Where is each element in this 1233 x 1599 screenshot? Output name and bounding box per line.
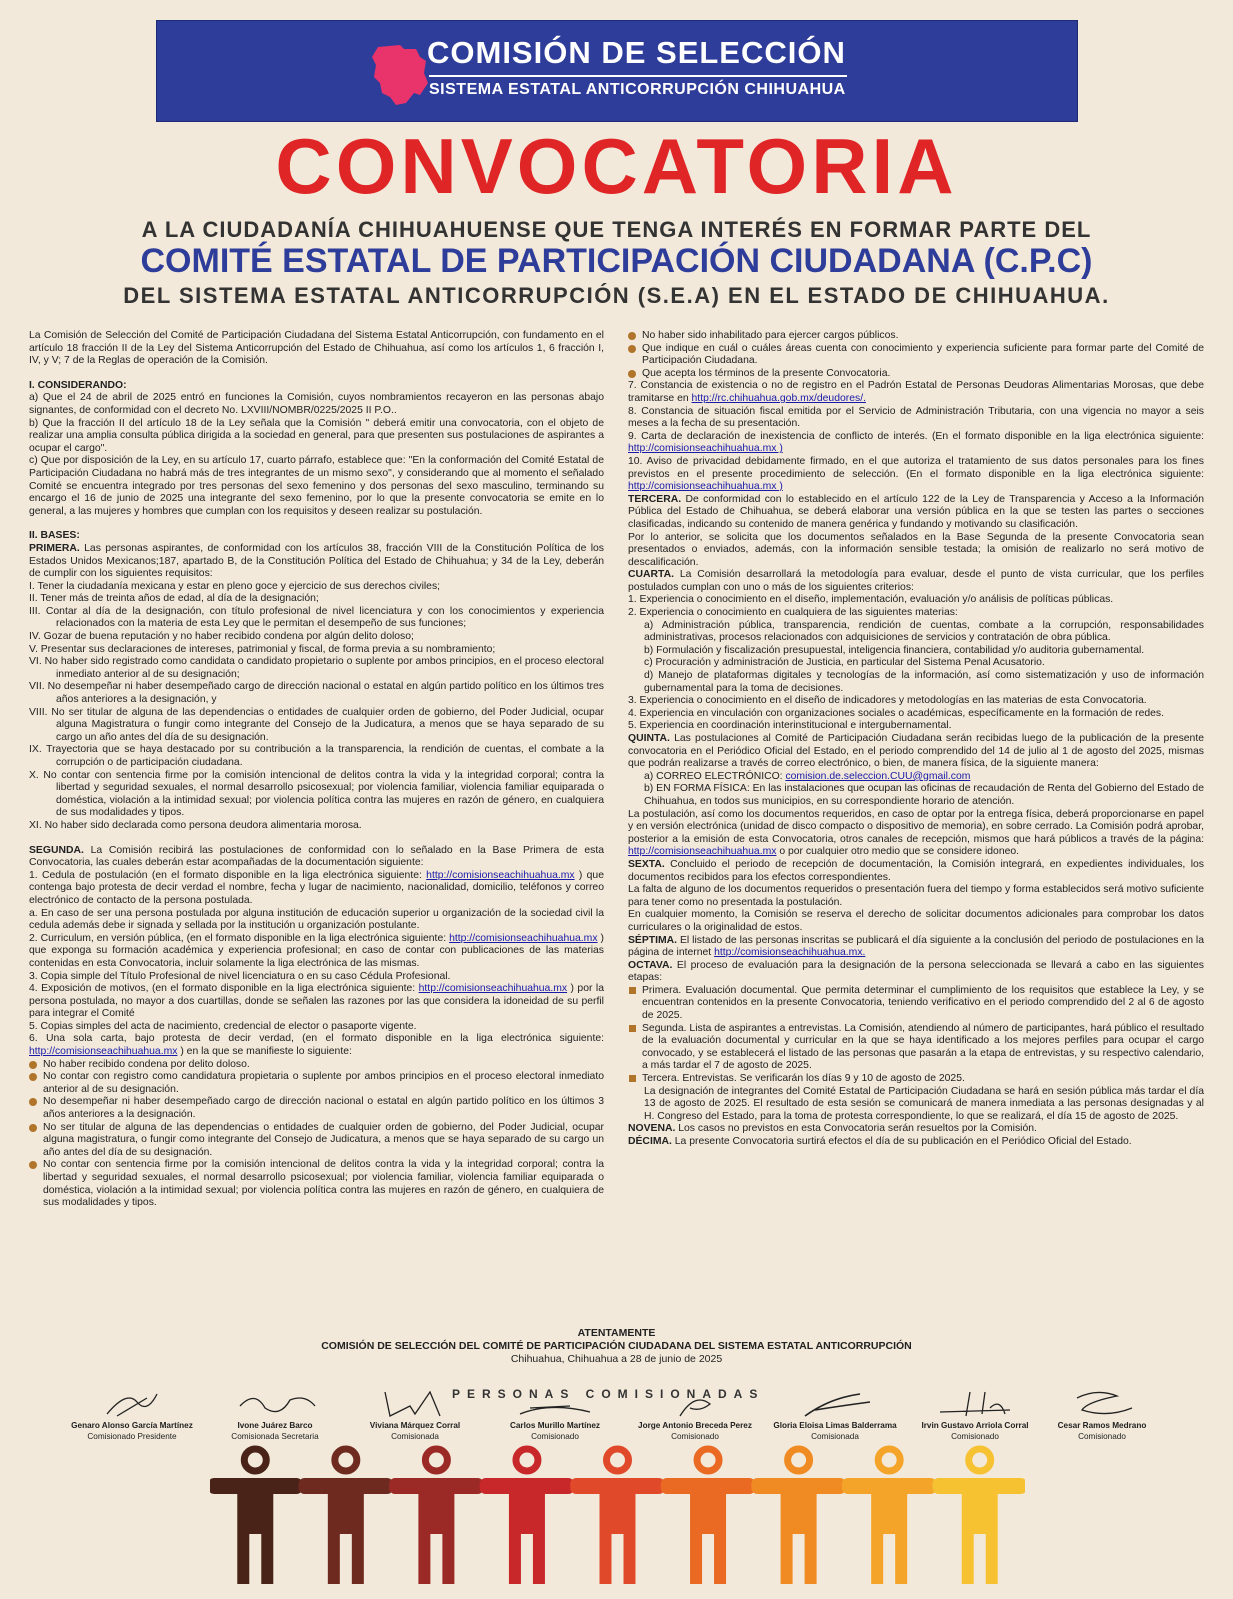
left-column [29,330,604,1210]
person-figure-icon [842,1449,937,1584]
doc-8: 8. Constancia de situación fiscal emitida por el Servicio de Administración Tributaria, con una vigencia no mayor a seis meses a la fecha de su presentación. [628,405,1204,430]
signer-role: Comisionado [951,1432,999,1441]
doc-10-link[interactable]: http://comisionseachihuahua.mx ) [628,481,783,493]
signer-name: Gloria Eloisa Limas Balderrama [773,1421,897,1430]
criterion-2c: c) Procuración y administración de Justicia, en particular del Sistema Penal Acusatorio. [644,657,1045,669]
person-figure-icon [299,1449,394,1584]
signature-icon [930,1388,1020,1420]
atentamente: ATENTAMENTE [577,1327,656,1339]
considerando-heading: I. CONSIDERANDO: [29,379,127,391]
email-link[interactable]: comision.de.seleccion.CUU@gmail.com [785,770,971,782]
requirement: VIII. No ser titular de alguna de las dependencias o entidades de cualquier orden de gobierno, del Poder Judicial, ocupar alguna Magistratura o fungir como integrante del Consejo de la Judicatura, a menos que se haya separado de su cargo un año antes del día de su designación. [29,706,604,743]
base-primera [29,543,604,581]
signer-role: Comisionado [671,1432,719,1441]
bases-heading: II. BASES: [29,530,80,542]
signer-block [625,1388,765,1442]
requirement: IV. Gozar de buena reputación y no haber recibido condena por algún delito doloso; [29,631,414,643]
signer-block [62,1388,202,1442]
deudores-link[interactable]: http://rc.chihuahua.gob.mx/deudores/. [691,392,866,404]
criterion-2d: d) Manejo de plataformas digitales y tecnologías de la información, así como sistematización y uso de información gubernamental para la toma de decisiones. [644,670,1204,694]
place-date: Chihuahua, Chihuahua a 28 de junio de 2025 [510,1353,723,1365]
signer-block [345,1388,485,1442]
signer-name: Jorge Antonio Breceda Perez [638,1421,752,1430]
stage-item: Tercera. Entrevistas. Se verificarán los días 9 y 10 de agosto de 2025. [628,1073,1204,1086]
base-cuarta: CUARTA. La Comisión desarrollará la metodología para evaluar, desde el punto de vista curricular, que los perfiles postulados cumplan con uno o más de los siguientes criterios: [628,569,1204,593]
person-figure-icon [570,1449,665,1584]
doc-9: 9. Carta de declaración de inexistencia de conflicto de interés. (En el formato disponible en la liga electrónica siguiente: http://comisionseachihuahua.mx ) [628,430,1204,455]
base-decima: DÉCIMA. La presente Convocatoria surtirá efectos el día de su publicación en el Periódico Oficial del Estado. [628,1136,1132,1147]
signer-name: Genaro Alonso García Martínez [71,1421,193,1430]
header-divider [429,75,847,77]
stage-item: Primera. Evaluación documental. Que permita determinar el cumplimiento de los requisitos que establece la Ley, y se encuentran contenidos en la presente Convocatoria, teniendo verificativo en el periodo comprendido del 2 al 6 de agosto de 2025. [628,985,1204,1023]
header-banner [156,20,1078,122]
signer-block [485,1388,625,1442]
quinta-a: a) CORREO ELECTRÓNICO: comision.de.seleccion.CUU@gmail.com [644,770,971,782]
criterion-3: 3. Experiencia o conocimiento en el diseño de indicadores y metodologías en las materias de esta Convocatoria. [628,695,1147,707]
requirement: XI. No haber sido declarada como persona deudora alimentaria morosa. [29,819,362,831]
base-novena: NOVENA. Los casos no previstos en esta Convocatoria serán resueltos por la Comisión. [628,1123,1037,1135]
signer-block [1032,1388,1172,1442]
closing-block [0,1327,1233,1366]
signer-block [905,1388,1045,1442]
signature-icon [650,1388,740,1420]
criterion-4: 4. Experiencia en vinculación con organizaciones sociales o académicas, específicamente en la formación de redes. [628,707,1164,719]
quinta-b: b) EN FORMA FÍSICA: En las instalaciones que ocupan las oficinas de recaudación de Renta del Gobierno del Estado de Chihuahua, en todos sus municipios, en su correspondiente horario de atención. [644,783,1204,807]
signature-icon [1057,1388,1147,1420]
criterion-2a: a) Administración pública, transparencia, rendición de cuentas, combate a la corrupción, responsabilidades administrativas, procesos relacionados con adquisiciones de servicios y contratación de obra pública. [644,619,1204,644]
requirement: IX. Trayectoria que se haya destacado por su contribución a la transparencia, la rendición de cuentas, el combate a la corrupción o de participación ciudadana. [29,744,604,768]
person-figure-icon [661,1449,756,1584]
requirement: VII. No desempeñar ni haber desempeñado cargo de dirección nacional o estatal en algún partido político en los últimos tres años anteriores a la designación, y [29,681,604,706]
signature-icon [510,1388,600,1420]
signature-icon [370,1388,460,1420]
doc-10: 10. Aviso de privacidad debidamente firmado, en el que autoriza el tratamiento de sus datos personales para los fines previstos en el presente procedimiento de selección. (En el formato disponible en la liga electrónica siguiente: http://comisionseachihuahua.mx ) [628,455,1204,493]
stage-item: Segunda. Lista de aspirantes a entrevistas. La Comisión, atendiendo al número de participantes, hará público el resultado de la evaluación documental y curricular en la que se haya identificado a los mejores perfiles para ocupar el cargo convocado, y se establecerá el listado de las personas que pasarán a la etapa de entrevistas, y su respectivo calendario, a más tardar el 7 de agosto de 2025. [628,1023,1204,1073]
signer-role: Comisionada [811,1432,859,1441]
doc-4-link[interactable]: http://comisionseachihuahua.mx [418,983,568,995]
preamble: La Comisión de Selección del Comité de Participación Ciudadana del Sistema Estatal Anticorrupción, con fundamento en el artículo 18 fracción II de la Ley del Sistema Anticorrupción del Estado de Chihuahua, así como los artículos 1, 6 fracción I, IV, y V; 7 de la Reglas de operación de la Comisión. [29,330,604,367]
list-item: No contar con sentencia firme por la comisión intencional de delitos contra la vida y la integridad corporal; contra la libertad y seguridad sexuales, el normal desarrollo psicosexual; por violencia familiar, violencia familiar equiparada o doméstica, violación a la intimidad sexual; por violencia política contra las mujeres en razón de género, en cualquiera de sus modalidades y tipos. [29,1159,604,1209]
signer-role: Comisionado [531,1432,579,1441]
person-figure-icon [480,1449,575,1584]
person-figure-icon [210,1449,303,1584]
doc-7: 7. Constancia de existencia o no de registro en el Padrón Estatal de Personas Deudoras Alimentarias Morosas, que debe tramitarse en http://rc.chihuahua.gob.mx/deudores/. [628,380,1204,404]
base-sexta: SEXTA. Concluido el periodo de recepción de documentación, la Comisión integrará, en expedientes individuales, los documentos recibidos para los efectos correspondientes. [628,858,1204,883]
main-title: CONVOCATORIA [275,122,958,210]
doc-1: 1. Cedula de postulación (en el formato disponible en la liga electrónica siguiente: http://comisionseachihuahua.mx ) que contenga bajo protesta de decir verdad el nombre, fecha y lugar de nacimiento, nacionalidad, domicilio, teléfonos y correo electrónico de contacto de la persona postulada. [29,869,604,906]
signer-role: Comisionado Presidente [87,1432,177,1441]
list-item: Que acepta los términos de la presente Convocatoria. [628,368,1204,381]
requirement: V. Presentar sus declaraciones de intereses, patrimonial y fiscal, de forma previa a su nombramiento; [29,643,496,655]
signer-name: Carlos Murillo Martínez [509,1421,601,1430]
chihuahua-map-logo-icon [370,43,430,109]
base-primera-text: Las personas aspirantes, de conformidad con los artículos 38, fracción VIII de la Constitución Política de los Estados Unidos Mexicanos;187, apartado B, de la Constitución Política del Estado de Chihuahua; y 34 de la Ley, deberán de cumplir con los siguientes requisitos: [29,542,604,580]
header-title: COMISIÓN DE SELECCIÓN [427,35,846,70]
base-primera-label: PRIMERA. [29,542,80,554]
list-item: Que indique en cuál o cuáles áreas cuenta con conocimiento y experiencia suficiente para formar parte del Comité de Participación Ciudadana. [628,343,1204,368]
doc-5: 5. Copias simples del acta de nacimiento, credencial de elector o pasaporte vigente. [29,1020,417,1032]
web-link[interactable]: http://comisionseachihuahua.mx [628,846,777,858]
right-column [628,330,1204,1149]
doc-1-link[interactable]: http://comisionseachihuahua.mx [426,869,575,881]
list-item: No haber recibido condena por delito doloso. [29,1059,604,1072]
personas-comisionadas-heading: PERSONAS COMISIONADAS [452,1387,765,1401]
base-octava: OCTAVA. El proceso de evaluación para la designación de la persona seleccionada se llevará a cabo en las siguientes etapas: [628,959,1204,984]
signer-name: Viviana Márquez Corral [369,1421,461,1430]
criterion-5: 5. Experiencia en coordinación interinstitucional e intergubernamental. [628,720,952,732]
signer-role: Comisionada Secretaria [231,1432,319,1441]
criterion-1: 1. Experiencia o conocimiento en el diseño, implementación, evaluación y/o análisis de políticas públicas. [628,594,1114,606]
doc-4: 4. Exposición de motivos, (en el formato disponible en la liga electrónica siguiente: http://comisionseachihuahua.mx ) por la persona postulada, no mayor a dos cuartillas, donde se señalen las razones por las que considera la idoneidad de su perfil para integrar el Comité [29,983,604,1020]
signer-name: Irvin Gustavo Arriola Corral [921,1421,1029,1430]
base-quinta: QUINTA. Las postulaciones al Comité de Participación Ciudadana serán recibidas luego de la publicación de la presente convocatoria en el Periódico Oficial del Estado, en el periodo comprendido del 14 de julio al 1 de agosto del 2025, mismas que podrán realizarse a través de correo electrónico, o bien, de manera física, de la siguiente manera: [628,733,1204,770]
signature-icon [790,1388,880,1420]
signer-role: Comisionado [1078,1432,1126,1441]
base-segunda [29,845,604,870]
signer-block [205,1388,345,1442]
considerando-b: b) Que la fracción II del artículo 18 de la Ley señala que la Comisión " deberá emitir una convocatoria, con el objeto de realizar una amplia consulta pública dirigida a la sociedad en general, para que presenten sus postulaciones de aspirantes a ocupar el cargo". [29,417,604,454]
closing-org: COMISIÓN DE SELECCIÓN DEL COMITÉ DE PARTICIPACIÓN CIUDADANA DEL SISTEMA ESTATAL ANTICORRUPCIÓN [321,1340,912,1352]
sexta-b: La falta de alguno de los documentos requeridos o presentación fuera del tiempo y forma establecidos será motivo suficiente para tener como no presentada la postulación. [628,884,1204,908]
doc-2-link[interactable]: http://comisionseachihuahua.mx [449,932,598,944]
base-segunda-label: SEGUNDA. [29,844,84,856]
considerando-c: c) Que por disposición de la Ley, en su artículo 17, cuarto párrafo, establece que: "En la conformación del Comité Estatal de Participación Ciudadana no habrá más de tres integrantes de un mismo sexo", y considerando que al momento el señalado Comité se encuentra integrado por tres personas del sexo femenino y dos personas del sexo masculino, terminando su encargo el 16 de junio de 2025 una integrante del sexo femenino, por lo que la presente convocatoria se emite en lo general, a las mujeres y hombres que cumplan con los requisitos y deseen realizar su postulación. [29,455,604,517]
list-item: No haber sido inhabilitado para ejercer cargos públicos. [628,330,1204,343]
requirement: X. No contar con sentencia firme por la comisión intencional de delitos contra la vida y la integridad corporal; contra la libertad y seguridad sexuales, el normal desarrollo psicosexual; por violencia familiar, violencia familiar equiparada o doméstica, violación a la intimidad sexual; por violencia política contra las mujeres en razón de género, en cualquiera de sus modalidades y tipos. [29,769,604,819]
quinta-c: La postulación, así como los documentos requeridos, en caso de optar por la entrega física, deberá proporcionarse en papel y en versión electrónica (unidad de disco compacto o dispositivo de memoria), en sobre cerrado. La Comisión podrá aprobar, posterior a la emisión de esta Convocatoria, otros canales de recepción, mismos que hará públicos a través de la página: http://comisionseachihuahua.mx o por cualquier otro medio que se considere idoneo. [628,808,1204,858]
sexta-c: En cualquier momento, la Comisión se reserva el derecho de solicitar documentos adicionales para comprobar los datos curriculares o la originalidad de estos. [628,909,1204,933]
signature-icon [87,1388,177,1420]
base-tercera: TERCERA. De conformidad con lo establecido en el artículo 122 de la Ley de Transparencia y Acceso a la Información Pública del Estado de Chihuahua, se deberá elaborar una versión pública en la que se testen las partes o secciones clasificadas, indicando su contenido de manera genérica y fundando y motivando su clasificación. [628,493,1204,530]
criterion-2b: b) Formulación y fiscalización presupuestal, inteligencia financiera, contabilidad y/o auditoria gubernamental. [644,644,1145,656]
people-figures-decoration [210,1444,1025,1589]
doc-6-link[interactable]: http://comisionseachihuahua.mx [29,1046,178,1058]
base-segunda-text: La Comisión recibirá las postulaciones de conformidad con lo señalado en la Base Primera de esta Convocatoria, las cuales deberán estar acompañadas de la documentación siguiente: [29,844,604,869]
doc-3: 3. Copia simple del Título Profesional de nivel licenciatura o en su caso Cédula Profesional. [29,970,451,982]
signer-block [765,1388,905,1442]
person-figure-icon [932,1449,1025,1584]
considerando-a: a) Que el 24 de abril de 2025 entró en funciones la Comisión, cuyos nombramientos recayeron en las personas abajo signantes, de conformidad con el decreto No. LXVIII/NOMBR/0225/2025 II P.O.. [29,392,604,416]
signature-icon [230,1388,320,1420]
intro-line-1: A LA CIUDADANÍA CHIHUAHUENSE QUE TENGA INTERÉS EN FORMAR PARTE DEL [141,217,1092,242]
septima-link[interactable]: http://comisionseachihuahua.mx. [714,947,866,959]
person-figure-icon [389,1449,484,1584]
stage-designation: La designación de integrantes del Comité Estatal de Participación Ciudadana se hará en sesión pública más tardar el día 13 de agosto de 2025. El resultado de esta sesión se comunicará de manera inmediata a las personas designadas y al H. Congreso del Estado, para la toma de protesta correspondiente, lo que se realizará, el día 15 de agosto de 2025. [644,1085,1204,1122]
requirement: I. Tener la ciudadanía mexicana y estar en pleno goce y ejercicio de sus derechos civiles; [29,580,441,592]
intro-line-2: COMITÉ ESTATAL DE PARTICIPACIÓN CIUDADANA (C.P.C) [140,242,1093,280]
list-item: No contar con registro como candidatura propietaria o suplente por ambos principios en el proceso electoral inmediato anterior al de su designación. [29,1071,604,1096]
signer-name: Cesar Ramos Medrano [1057,1421,1147,1430]
base-tercera-b: Por lo anterior, se solicita que los documentos señalados en la Base Segunda de la presente Convocatoria sean presentados o enviados, además, con la información sensible testada; la omisión de realizarlo no será motivo de descalificación. [628,531,1204,568]
doc-1-a: a. En caso de ser una persona postulada por alguna institución de educación superior u organización de la sociedad civil la cedula además debe ir signada y sellada por la institución u organización postulante. [29,907,604,932]
criterion-2: 2. Experiencia o conocimiento en cualquiera de las siguientes materias: [628,607,958,619]
requirement: III. Contar al día de la designación, con título profesional de nivel licenciatura y con los conocimientos y experiencia relacionados con la materia de esta Ley que le permitan el desempeño de sus funciones; [29,605,604,630]
person-figure-icon [751,1449,846,1584]
requirement: II. Tener más de treinta años de edad, al día de la designación; [29,593,319,605]
base-septima: SÉPTIMA. El listado de las personas inscritas se publicará el día siguiente a la conclusión del periodo de postulaciones en la página de internet http://comisionseachihuahua.mx. [628,934,1204,959]
doc-2: 2. Curriculum, en versión pública, (en el formato disponible en la liga electrónica siguiente: http://comisionseachihuahua.mx ) que exponga su formación académica y experiencia profesional; en caso de contar con publicaciones de las materias contenidas en esta Convocatoria, incluir solamente la liga electrónica de las mismas. [29,932,604,969]
requirement: VI. No haber sido registrado como candidata o candidato propietario o suplente por ambos principios, en el proceso electoral inmediato anterior al de su designación; [29,656,604,680]
doc-9-link[interactable]: http://comisionseachihuahua.mx ) [628,443,783,455]
signer-role: Comisionada [391,1432,439,1441]
signer-name: Ivone Juárez Barco [237,1421,313,1430]
intro-line-3: DEL SISTEMA ESTATAL ANTICORRUPCIÓN (S.E.A) EN EL ESTADO DE CHIHUAHUA. [123,283,1110,308]
doc-6: 6. Una sola carta, bajo protesta de decir verdad, (en el formato disponible en la liga electrónica siguiente: http://comisionseachihuahua.mx ) en la que se manifieste lo siguiente: [29,1033,604,1058]
header-subtitle: SISTEMA ESTATAL ANTICORRUPCIÓN CHIHUAHUA [429,81,846,98]
list-item: No desempeñar ni haber desempeñado cargo de dirección nacional o estatal en algún partido político en los últimos 3 años anteriores a la designación. [29,1096,604,1121]
list-item: No ser titular de alguna de las dependencias o entidades de cualquier orden de gobierno, del Poder Judicial, ocupar alguna magistratura, o fungir como integrante del Consejo de Judicatura, a menos que se haya separado de su cargo un año antes del día de su designación. [29,1122,604,1160]
